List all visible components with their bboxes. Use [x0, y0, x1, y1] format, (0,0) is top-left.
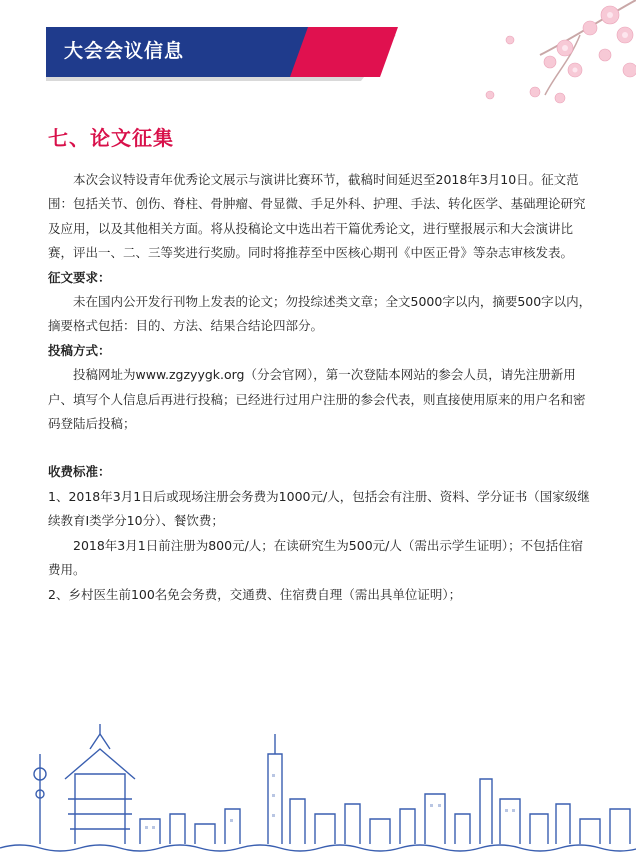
intro-paragraph: 本次会议特设青年优秀论文展示与演讲比赛环节，截稿时间延迟至2018年3月10日。征文范围：包括关节、创伤、脊柱、骨肿瘤、骨显微、手足外科、护理、手法、转化医学、基础理论研究及应用，以及其他相关方面。将从投稿论文中选出若干篇优秀论文，进行壁报展示和大会演讲比赛，评出一、二、三等奖进行奖励。同时将推荐至中医核心期刊《中医正骨》等杂志审核发表。	[48, 172, 586, 261]
article-body	[48, 168, 593, 607]
requirements-paragraph: 未在国内公开发行刊物上发表的论文；勿投综述类文章；全文5000字以内，摘要500字以内，摘要格式包括：目的、方法、结果合结论四部分。	[48, 294, 592, 334]
section-title: 七、论文征集	[48, 126, 174, 150]
requirements-heading: 征文要求：	[48, 269, 111, 285]
page-title: 大会会议信息	[64, 40, 185, 62]
fee-item-1b: 2018年3月1日前注册为800元/人；在读研究生为500元/人（需出示学生证明）；不包括住宿费用。	[48, 537, 584, 578]
fees-heading: 收费标准：	[48, 464, 111, 480]
fee-item-1: 1、2018年3月1日后或现场注册会务费为1000元/人，包括会有注册、资料、学分证书（国家级继续教育I类学分10分）、餐饮费；	[48, 488, 590, 529]
submission-heading: 投稿方式：	[48, 342, 111, 358]
fee-item-2: 2、乡村医生前100名免会务费，交通费、住宿费自理（需出具单位证明）；	[48, 586, 462, 602]
submission-paragraph: 投稿网址为www.zgzyygk.org（分会官网），第一次登陆本网站的参会人员，请先注册新用户、填写个人信息后再进行投稿；已经进行过用户注册的参会代表，则直接使用原来的用户名和密码登陆后投稿；	[48, 367, 586, 432]
cherry-blossom-decoration	[430, 0, 636, 120]
city-skyline-decoration	[0, 714, 636, 854]
